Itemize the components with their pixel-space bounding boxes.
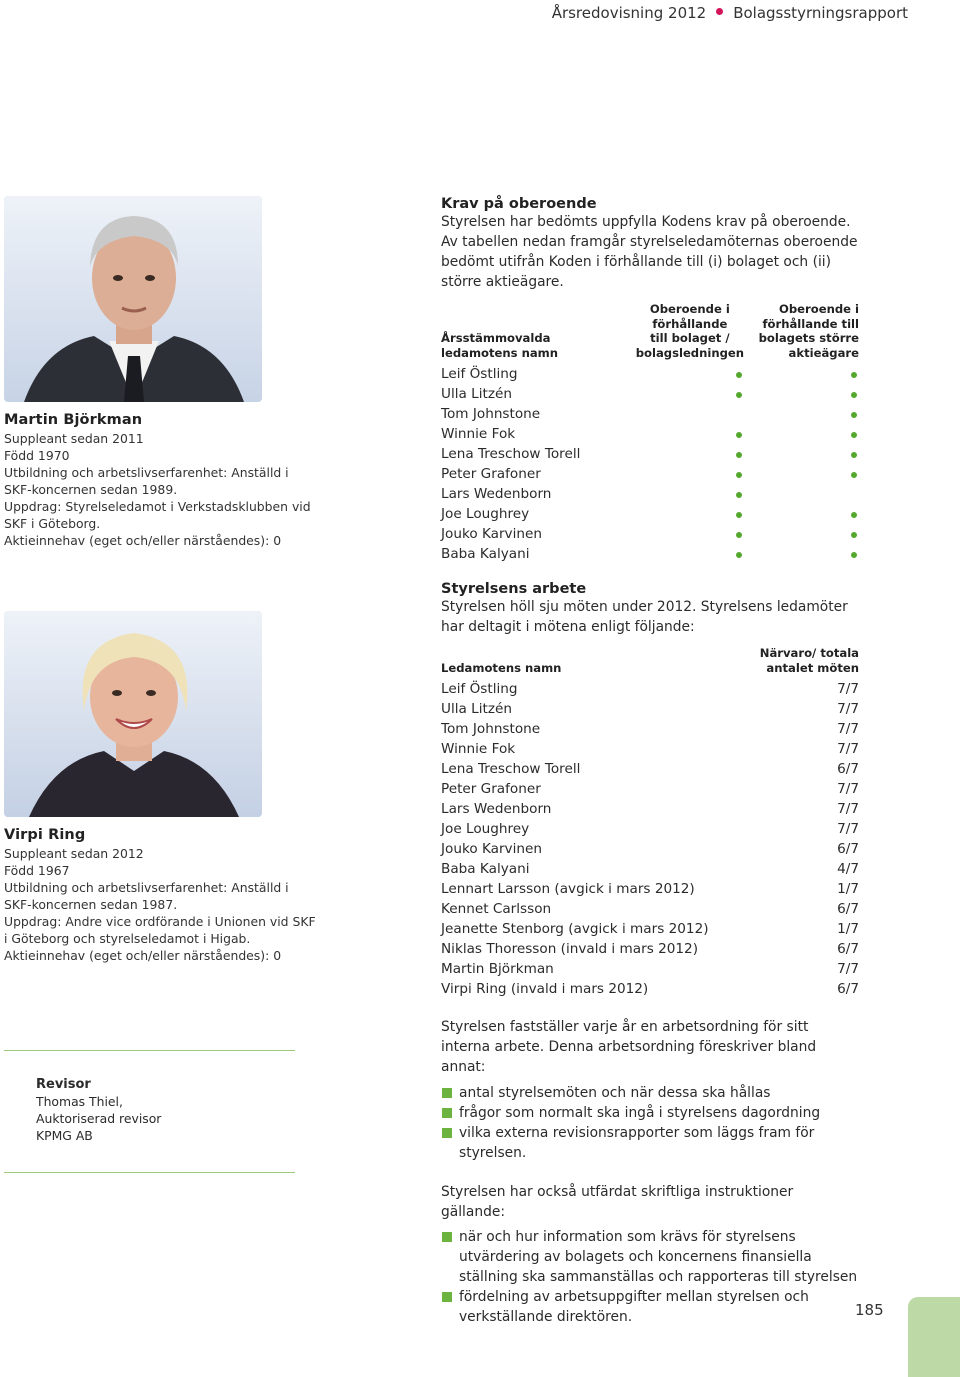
attendance-row bbox=[441, 899, 859, 919]
header-line: bolagsledningen bbox=[635, 345, 744, 360]
member-name: Jouko Karvinen bbox=[441, 526, 542, 542]
independence-paragraph: Styrelsen har bedömts uppfylla Kodens krav på oberoende. Av tabellen nedan framgår styrelseledamöternas oberoende bedömt utifrån Koden i förhållande till (i) bolaget och (ii) större aktieägare. bbox=[441, 214, 858, 290]
bio-line: Suppleant sedan 2011 bbox=[4, 431, 144, 446]
bio-line: Utbildning och arbetslivserfarenhet: Anställd i bbox=[4, 465, 289, 480]
independent-dot bbox=[736, 472, 742, 478]
independent-dot bbox=[736, 452, 742, 458]
attendance-table-body bbox=[441, 679, 859, 999]
attendance-table-wrap bbox=[441, 645, 861, 999]
company-independence-cell bbox=[611, 404, 826, 424]
independent-dot bbox=[851, 372, 857, 378]
member-name: Niklas Thoresson (invald i mars 2012) bbox=[441, 941, 698, 957]
owner-independence-cell bbox=[826, 484, 859, 504]
running-header bbox=[552, 4, 908, 22]
member-name: Martin Björkman bbox=[441, 961, 554, 977]
member-name: Winnie Fok bbox=[441, 741, 516, 757]
portrait-virpi-ring bbox=[4, 611, 262, 817]
member-name: Jeanette Stenborg (avgick i mars 2012) bbox=[441, 921, 709, 937]
procedure-intro: Styrelsen fastställer varje år en arbetsordning för sitt interna arbete. Denna arbetsordning föreskriver bland annat: bbox=[441, 1019, 817, 1075]
attendance-row bbox=[441, 859, 859, 879]
procedure-list-item: antal styrelsemöten och när dessa ska hållas bbox=[441, 1083, 861, 1103]
attendance-row bbox=[441, 799, 859, 819]
attendance-value: 7/7 bbox=[837, 701, 859, 717]
owner-independence-cell bbox=[826, 404, 859, 424]
procedure-list-item: vilka externa revisionsrapporter som läggs fram för styrelsen. bbox=[441, 1123, 861, 1163]
header-report-title: Årsredovisning 2012 bbox=[551, 4, 707, 22]
attendance-row bbox=[441, 979, 859, 999]
independence-row bbox=[441, 364, 859, 384]
member-name: Joe Loughrey bbox=[441, 821, 530, 837]
bio-line: Född 1967 bbox=[4, 863, 70, 878]
owner-independence-cell bbox=[826, 424, 859, 444]
member-name: Joe Loughrey bbox=[441, 506, 530, 522]
independence-row bbox=[441, 504, 859, 524]
member-name: Tom Johnstone bbox=[441, 406, 541, 422]
header-line: förhållande bbox=[652, 316, 728, 331]
company-independence-cell bbox=[611, 544, 826, 564]
bio-line: Aktieinnehav (eget och/eller närståendes): 0 bbox=[4, 948, 282, 963]
header-line: bolagets större bbox=[758, 331, 859, 345]
bio-line: Suppleant sedan 2012 bbox=[4, 846, 144, 861]
revisor-bottom-rule bbox=[4, 1172, 295, 1173]
procedure-intro-2: Styrelsen har också utfärdat skriftliga instruktioner gällande: bbox=[441, 1184, 794, 1220]
member-name: Baba Kalyani bbox=[441, 546, 530, 562]
attendance-value: 6/7 bbox=[837, 981, 859, 997]
owner-independence-cell bbox=[826, 524, 859, 544]
independence-row bbox=[441, 484, 859, 504]
header-line: Oberoende i bbox=[779, 302, 859, 316]
member-name: Peter Grafoner bbox=[441, 466, 541, 482]
independent-dot bbox=[851, 512, 857, 518]
independence-table-body bbox=[441, 364, 859, 564]
attendance-row bbox=[441, 719, 859, 739]
company-independence-cell bbox=[611, 464, 826, 484]
member-name: Jouko Karvinen bbox=[441, 841, 542, 857]
company-independence-cell bbox=[611, 364, 826, 384]
header-separator-dot bbox=[716, 8, 723, 15]
attendance-row bbox=[441, 959, 859, 979]
attendance-value: 7/7 bbox=[837, 961, 859, 977]
instruction-list-item: fördelning av arbetsuppgifter mellan styrelsen och verkställande direktören. bbox=[441, 1287, 861, 1327]
independence-table bbox=[441, 302, 859, 364]
board-work-heading: Styrelsens arbete bbox=[441, 581, 587, 597]
bio-line: Uppdrag: Andre vice ordförande i Unionen vid SKF bbox=[4, 914, 316, 929]
portrait-martin-bjorkman bbox=[4, 196, 262, 402]
member-name: Leif Östling bbox=[441, 366, 518, 382]
bio-line: SKF i Göteborg. bbox=[4, 516, 101, 531]
owner-independence-cell bbox=[826, 364, 859, 384]
attendance-row bbox=[441, 699, 859, 719]
member-name: Kennet Carlsson bbox=[441, 901, 552, 917]
attendance-value: 1/7 bbox=[837, 881, 859, 897]
attendance-value: 7/7 bbox=[837, 721, 859, 737]
independent-dot bbox=[851, 392, 857, 398]
member-name: Baba Kalyani bbox=[441, 861, 530, 877]
attendance-row bbox=[441, 919, 859, 939]
owner-independence-cell bbox=[826, 504, 859, 524]
attendance-value: 1/7 bbox=[837, 921, 859, 937]
member-name: Lennart Larsson (avgick i mars 2012) bbox=[441, 881, 695, 897]
instruction-list-item: när och hur information som krävs för styrelsens utvärdering av bolagets och koncernens finansiella ställning ska sammanställas och rapporteras till styrelsen bbox=[441, 1227, 861, 1287]
header-line: ledamotens namn bbox=[441, 345, 559, 360]
attendance-value: 7/7 bbox=[837, 821, 859, 837]
attendance-value: 7/7 bbox=[837, 741, 859, 757]
board-work-paragraph: Styrelsen höll sju möten under 2012. Styrelsens ledamöter har deltagit i mötena enligt följande: bbox=[441, 599, 848, 635]
owner-independence-cell bbox=[826, 464, 859, 484]
independence-row bbox=[441, 404, 859, 424]
header-line: förhållande till bbox=[762, 316, 859, 331]
member-name: Virpi Ring (invald i mars 2012) bbox=[441, 981, 649, 997]
independent-dot bbox=[851, 472, 857, 478]
member-name: Winnie Fok bbox=[441, 426, 516, 442]
revisor-line: Auktoriserad revisor bbox=[36, 1111, 162, 1126]
header-line: Årsstämmovalda bbox=[441, 331, 551, 345]
member-name: Tom Johnstone bbox=[441, 721, 541, 737]
member-name: Ulla Litzén bbox=[441, 386, 512, 402]
attendance-value: 6/7 bbox=[837, 841, 859, 857]
portrait-illustration bbox=[4, 611, 262, 817]
independence-row bbox=[441, 424, 859, 444]
independent-dot bbox=[736, 532, 742, 538]
independence-row bbox=[441, 444, 859, 464]
procedure-list bbox=[441, 1083, 861, 1163]
owner-independence-cell bbox=[826, 384, 859, 404]
company-independence-cell bbox=[611, 384, 826, 404]
header-line: Oberoende i bbox=[649, 302, 730, 316]
col-header-owners bbox=[759, 302, 859, 360]
independent-dot bbox=[851, 432, 857, 438]
portrait-illustration bbox=[4, 196, 262, 402]
revisor-label: Revisor bbox=[36, 1077, 91, 1092]
bio-virpi-ring bbox=[4, 827, 316, 964]
attendance-value: 4/7 bbox=[837, 861, 859, 877]
revisor-block bbox=[36, 1076, 161, 1144]
independent-dot bbox=[736, 552, 742, 558]
attendance-value: 7/7 bbox=[837, 681, 859, 697]
independence-section bbox=[441, 196, 861, 292]
bio-line: Född 1970 bbox=[4, 448, 70, 463]
bio-line: Aktieinnehav (eget och/eller närståendes): 0 bbox=[4, 533, 282, 548]
revisor-top-rule bbox=[4, 1050, 295, 1051]
independence-table-header bbox=[441, 302, 859, 360]
header-line: till bolaget / bbox=[650, 331, 730, 345]
independent-dot bbox=[736, 432, 742, 438]
col-header-company bbox=[581, 302, 758, 360]
member-name: Leif Östling bbox=[441, 681, 518, 697]
attendance-value: 6/7 bbox=[837, 941, 859, 957]
company-independence-cell bbox=[611, 444, 826, 464]
bio-line: SKF-koncernen sedan 1989. bbox=[4, 482, 178, 497]
member-name: Peter Grafoner bbox=[441, 781, 541, 797]
owner-independence-cell bbox=[826, 444, 859, 464]
attendance-row bbox=[441, 839, 859, 859]
attendance-row bbox=[441, 679, 859, 699]
attendance-value: 7/7 bbox=[837, 801, 859, 817]
attendance-row bbox=[441, 879, 859, 899]
company-independence-cell bbox=[611, 524, 826, 544]
page-number: 185 bbox=[855, 1301, 884, 1319]
instruction-list bbox=[441, 1227, 861, 1327]
attendance-row bbox=[441, 779, 859, 799]
independence-row bbox=[441, 384, 859, 404]
independence-row bbox=[441, 464, 859, 484]
independent-dot bbox=[851, 532, 857, 538]
attendance-row bbox=[441, 759, 859, 779]
header-line: Närvaro/ totala bbox=[759, 646, 859, 660]
company-independence-cell bbox=[611, 484, 826, 504]
independent-dot bbox=[736, 512, 742, 518]
procedure-list-item: frågor som normalt ska ingå i styrelsens dagordning bbox=[441, 1103, 861, 1123]
independence-row bbox=[441, 544, 859, 564]
revisor-line: Thomas Thiel, bbox=[36, 1094, 123, 1109]
independent-dot bbox=[851, 412, 857, 418]
page-tab-marker bbox=[908, 1297, 960, 1377]
independence-row bbox=[441, 524, 859, 544]
independent-dot bbox=[736, 372, 742, 378]
board-work-section bbox=[441, 581, 861, 637]
company-independence-cell bbox=[611, 504, 826, 524]
company-independence-cell bbox=[611, 424, 826, 444]
header-line: aktieägare bbox=[788, 345, 859, 360]
col-header-member: Ledamotens namn bbox=[441, 660, 562, 675]
col-header-name bbox=[441, 302, 581, 360]
header-section-title: Bolagsstyrningsrapport bbox=[733, 4, 908, 22]
attendance-row bbox=[441, 739, 859, 759]
member-name: Lena Treschow Torell bbox=[441, 446, 581, 462]
owner-independence-cell bbox=[826, 544, 859, 564]
bio-line: Uppdrag: Styrelseledamot i Verkstadsklubben vid bbox=[4, 499, 311, 514]
bio-line: SKF-koncernen sedan 1987. bbox=[4, 897, 178, 912]
bio-martin-bjorkman bbox=[4, 412, 311, 549]
attendance-value: 6/7 bbox=[837, 901, 859, 917]
member-name: Lars Wedenborn bbox=[441, 486, 552, 502]
independent-dot bbox=[851, 452, 857, 458]
attendance-table-header bbox=[441, 645, 859, 679]
independent-dot bbox=[851, 552, 857, 558]
attendance-row bbox=[441, 819, 859, 839]
independence-heading: Krav på oberoende bbox=[441, 196, 597, 212]
attendance-value: 6/7 bbox=[837, 761, 859, 777]
procedure-section bbox=[441, 1017, 861, 1327]
header-line: antalet möten bbox=[766, 660, 859, 675]
member-name: Ulla Litzén bbox=[441, 701, 512, 717]
member-name: Lena Treschow Torell bbox=[441, 761, 581, 777]
independent-dot bbox=[736, 492, 742, 498]
member-name: Lars Wedenborn bbox=[441, 801, 552, 817]
independence-table-wrap bbox=[441, 302, 861, 564]
attendance-row bbox=[441, 939, 859, 959]
bio-line: i Göteborg och styrelseledamot i Higab. bbox=[4, 931, 251, 946]
person-name: Martin Björkman bbox=[4, 412, 143, 428]
revisor-line: KPMG AB bbox=[36, 1128, 93, 1143]
person-name: Virpi Ring bbox=[4, 827, 86, 843]
attendance-value: 7/7 bbox=[837, 781, 859, 797]
col-header-attendance bbox=[670, 645, 859, 675]
independent-dot bbox=[736, 392, 742, 398]
bio-line: Utbildning och arbetslivserfarenhet: Anställd i bbox=[4, 880, 289, 895]
